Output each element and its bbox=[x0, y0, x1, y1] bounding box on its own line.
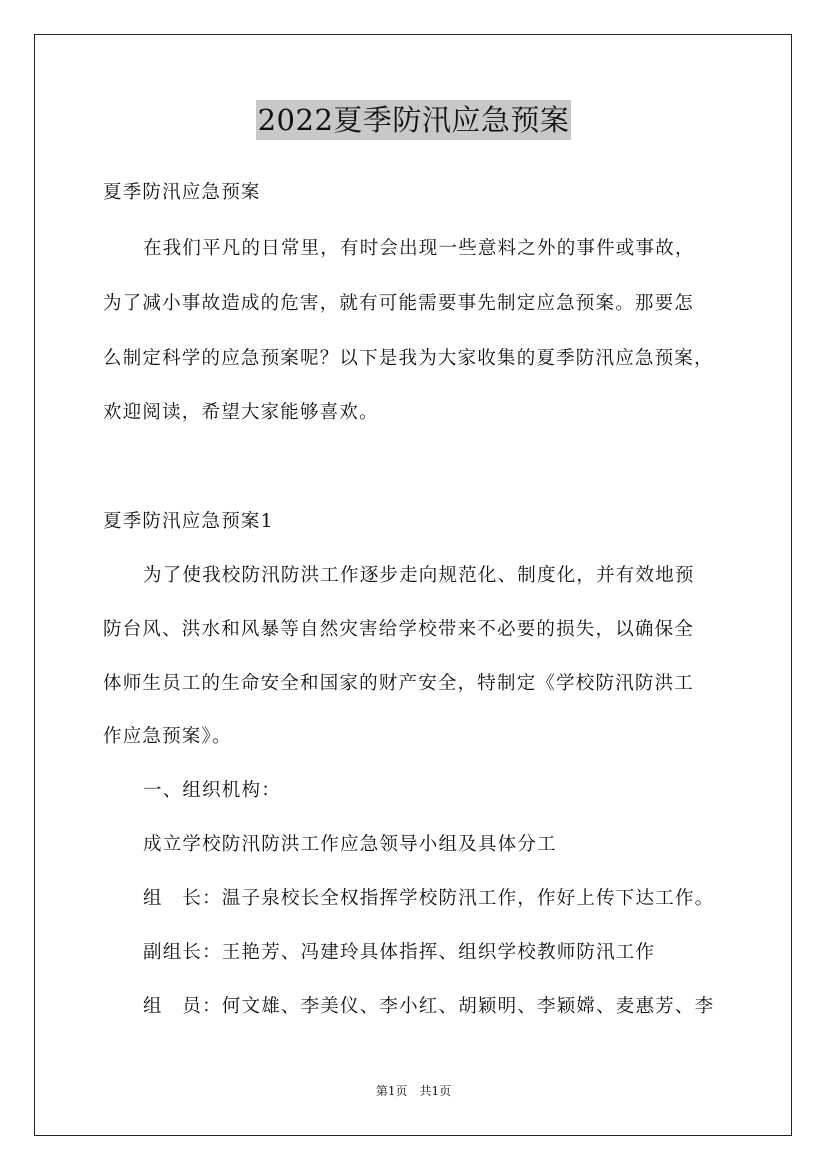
section-heading: 夏季防汛应急预案1 bbox=[103, 511, 274, 532]
org-line: 成立学校防汛防洪工作应急领导小组及具体分工 bbox=[143, 834, 557, 855]
title-container bbox=[0, 100, 827, 140]
intro-line: 为了减小事故造成的危害，就有可能需要事先制定应急预案。那要怎 bbox=[103, 293, 695, 314]
page-number: 第1页 共1页 bbox=[375, 1084, 452, 1098]
section-line: 防台风、洪水和风暴等自然灾害给学校带来不必要的损失，以确保全 bbox=[103, 619, 695, 640]
org-heading: 一、组织机构： bbox=[143, 780, 281, 801]
intro-line: 么制定科学的应急预案呢？以下是我为大家收集的夏季防汛应急预案， bbox=[103, 348, 714, 369]
section-line: 作应急预案》。 bbox=[103, 726, 232, 747]
document-heading: 夏季防汛应急预案 bbox=[103, 182, 261, 203]
org-line: 组 长：温子泉校长全权指挥学校防汛工作，作好上传下达工作。 bbox=[143, 888, 715, 909]
intro-line: 在我们平凡的日常里，有时会出现一些意料之外的事件或事故， bbox=[143, 238, 695, 259]
org-line: 组 员：何文雄、李美仪、李小红、胡颖明、李颖嫦、麦惠芳、李 bbox=[143, 996, 715, 1017]
page-footer bbox=[0, 1083, 827, 1099]
section-line: 为了使我校防汛防洪工作逐步走向规范化、制度化，并有效地预 bbox=[143, 565, 695, 586]
org-line: 副组长：王艳芳、冯建玲具体指挥、组织学校教师防汛工作 bbox=[143, 942, 656, 963]
document-title: 2022夏季防汛应急预案 bbox=[256, 100, 572, 140]
intro-line: 欢迎阅读，希望大家能够喜欢。 bbox=[103, 402, 379, 423]
section-line: 体师生员工的生命安全和国家的财产安全，特制定《学校防汛防洪工 bbox=[103, 673, 695, 694]
